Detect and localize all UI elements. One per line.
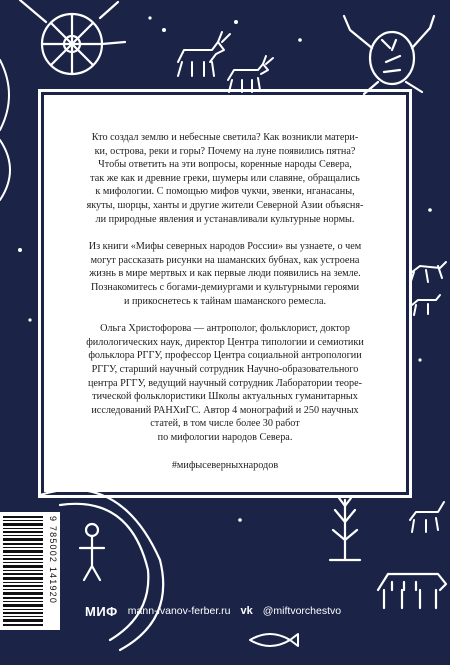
lizard-figure-icon <box>344 16 434 94</box>
left-arcs <box>0 60 10 200</box>
reindeer-icon <box>178 32 230 76</box>
fish-icon <box>250 634 298 646</box>
description-paragraph-1: Кто создал землю и небесные светила? Как возникли матери- ки, острова, реки и горы? Почему на луне появились пятна? Чтобы ответить на эти вопросы, коренные народы Севера, так же как и древние греки, шумеры или славяне, обращались к мифологии. С помощью мифов чукчи, эвенки, нганасаны, якуты, шорцы, ханты и другие жители Северной Азии объясня- ли природные явления и устанавливали культурные нормы. <box>86 132 364 225</box>
horse-icon <box>412 295 440 315</box>
social-handle[interactable]: @miftvorchestvo <box>262 605 342 617</box>
footer <box>85 601 341 621</box>
website-link[interactable]: mann-ivanov-ferber.ru <box>127 605 231 617</box>
hashtag: #мифысеверныхнародов <box>171 460 279 472</box>
barcode-bars <box>3 516 43 626</box>
reindeer-small-icon <box>228 56 273 92</box>
barcode <box>0 512 60 630</box>
sun-wheel-icon <box>20 0 125 74</box>
author-bio: Ольга Христофорова — антрополог, фольклорист, доктор филологических наук, директор Центра типологии и семиотики фольклора РГГУ, профессор Центра социальной антропологии РГГУ, старший научный сотрудник Научно-образовательного центра РГГУ, ведущий научный сотрудник Лаборатории теоре- тической фольклористики Школы актуальных гуманитарных исследований РАНХиГС. Автор 4 монографий и 250 научных статей, в том числе более 30 работ по мифологии народов Севера. <box>86 323 364 443</box>
publisher-logo: МИФ <box>85 603 118 619</box>
description-paragraph-2: Из книги «Мифы северных народов России» вы узнаете, о чем могут рассказать рисунки на шаманских бубнах, как устроена жизнь в мире мертвых и как первые люди появились на земле. Познакомитесь с богами-демиургами и культурными героями и прикоснетесь к тайнам шаманского ремесла. <box>88 241 362 307</box>
elk-icon <box>410 502 444 532</box>
running-animal-icon <box>410 262 446 284</box>
bear-icon <box>378 574 446 608</box>
barcode-digits: 9 785002 141920 <box>48 516 58 605</box>
tree-icon <box>330 498 360 560</box>
vk-icon: vk <box>240 605 253 617</box>
description-card <box>44 95 406 492</box>
